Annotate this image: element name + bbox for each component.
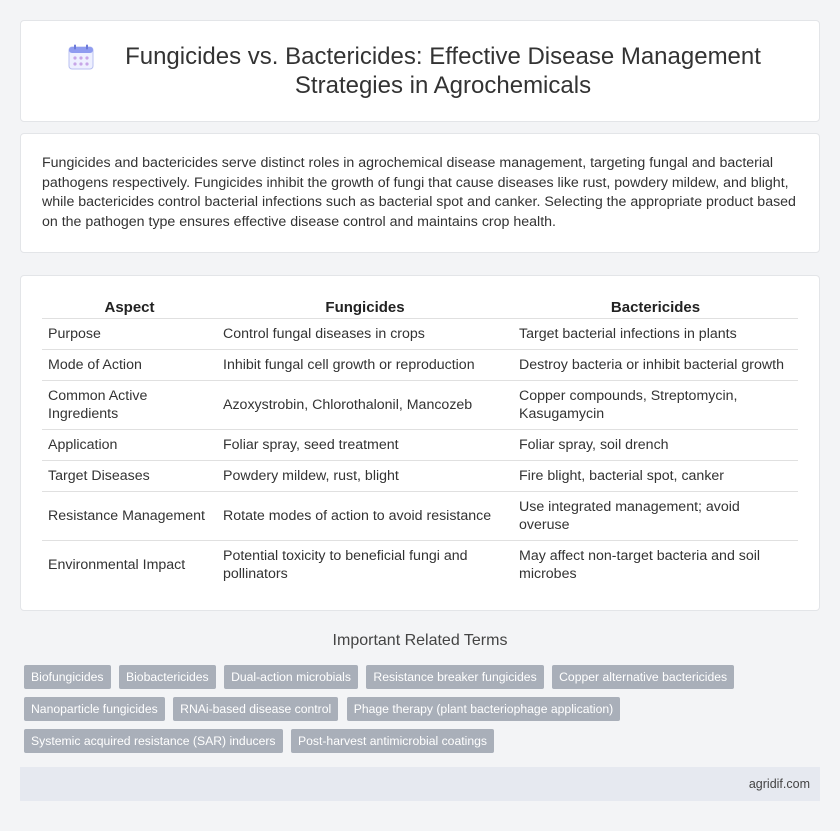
intro-paragraph: Fungicides and bactericides serve distinct roles in agrochemical disease management, targeting fungal and bacterial pathogens respectively. Fungicides inhibit the growth of fungi that cause diseases like rust, powdery mildew, and blight, while bactericides control bacterial infections such as bacterial spot and canker. Selecting the appropriate product based on the pathogen type ensures effective disease control and maintains crop health.: [42, 155, 796, 230]
table-row: [42, 380, 798, 429]
table-row: [42, 540, 798, 589]
table-cell: Rotate modes of action to avoid resistance: [217, 491, 513, 540]
calendar-icon: [67, 43, 95, 71]
table-cell: Resistance Management: [42, 491, 217, 540]
table-cell: Inhibit fungal cell growth or reproduction: [217, 349, 513, 380]
comparison-table: [42, 290, 798, 589]
table-cell: Destroy bacteria or inhibit bacterial growth: [513, 349, 798, 380]
table-cell: Application: [42, 429, 217, 460]
table-cell: Use integrated management; avoid overuse: [513, 491, 798, 540]
related-term-tag[interactable]: Biobactericides: [119, 665, 216, 689]
related-term-tag[interactable]: Dual-action microbials: [224, 665, 358, 689]
header-aspect: Aspect: [104, 299, 155, 317]
table-row: [42, 429, 798, 460]
table-row: [42, 460, 798, 491]
table-row: [42, 491, 798, 540]
related-terms-list: [24, 665, 814, 761]
related-term-tag[interactable]: Phage therapy (plant bacteriophage application): [347, 697, 621, 721]
table-cell: Target bacterial infections in plants: [513, 318, 798, 349]
header-fungicides: Fungicides: [325, 299, 405, 317]
table-cell: Common Active Ingredients: [42, 380, 217, 429]
table-cell: Potential toxicity to beneficial fungi and pollinators: [217, 540, 513, 589]
table-cell: Purpose: [42, 318, 217, 349]
table-row: [42, 349, 798, 380]
related-terms-heading: Important Related Terms: [332, 632, 508, 649]
table-cell: Control fungal diseases in crops: [217, 318, 513, 349]
comparison-table-card: [20, 275, 820, 611]
table-cell: May affect non-target bacteria and soil microbes: [513, 540, 798, 589]
related-term-tag[interactable]: Resistance breaker fungicides: [366, 665, 543, 689]
page-title: Fungicides vs. Bactericides: Effective Disease Management Strategies in Agrochemicals: [125, 43, 761, 99]
header-bactericides: Bactericides: [610, 299, 701, 317]
related-term-tag[interactable]: Nanoparticle fungicides: [24, 697, 165, 721]
footer-site-link[interactable]: agridif.com: [748, 777, 810, 791]
table-cell: Foliar spray, soil drench: [513, 429, 798, 460]
related-term-tag[interactable]: Copper alternative bactericides: [552, 665, 734, 689]
table-row: [42, 318, 798, 349]
table-header-row: [42, 290, 798, 318]
table-cell: Azoxystrobin, Chlorothalonil, Mancozeb: [217, 380, 513, 429]
table-cell: Copper compounds, Streptomycin, Kasugamycin: [513, 380, 798, 429]
table-cell: Mode of Action: [42, 349, 217, 380]
related-term-tag[interactable]: RNAi-based disease control: [173, 697, 338, 721]
table-cell: Fire blight, bacterial spot, canker: [513, 460, 798, 491]
table-cell: Environmental Impact: [42, 540, 217, 589]
table-cell: Foliar spray, seed treatment: [217, 429, 513, 460]
table-cell: Powdery mildew, rust, blight: [217, 460, 513, 491]
footer: [20, 767, 820, 801]
related-term-tag[interactable]: Biofungicides: [24, 665, 111, 689]
intro-card: [20, 133, 820, 253]
title-card: [20, 20, 820, 122]
related-term-tag[interactable]: Systemic acquired resistance (SAR) inducers: [24, 729, 283, 753]
related-term-tag[interactable]: Post-harvest antimicrobial coatings: [291, 729, 494, 753]
table-cell: Target Diseases: [42, 460, 217, 491]
